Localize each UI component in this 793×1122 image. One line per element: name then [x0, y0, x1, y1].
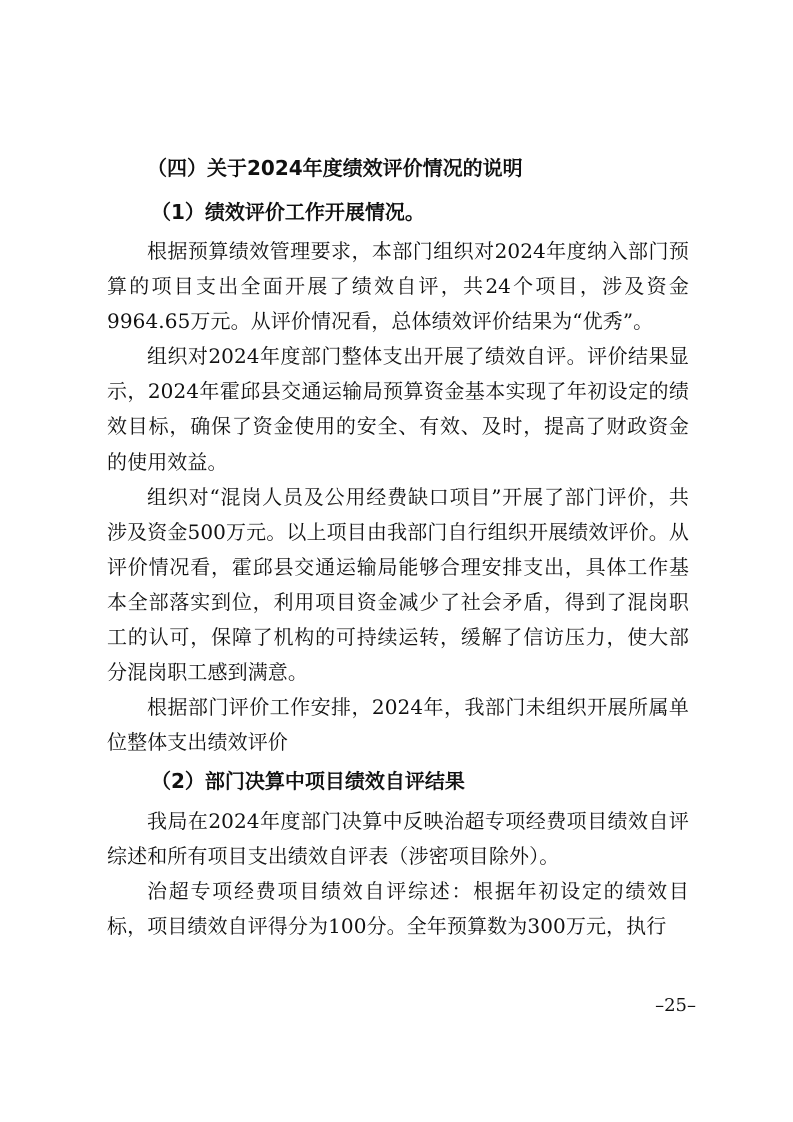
paragraph-overload-summary: 治超专项经费项目绩效自评综述：根据年初设定的绩效目标，项目绩效自评得分为100分。全年预算数为300万元，执行 [107, 879, 689, 939]
paragraph-subordinate-units: 根据部门评价工作安排，2024年，我部门未组织开展所属单位整体支出绩效评价 [107, 695, 689, 755]
page-number: –25– [655, 995, 696, 1016]
subheading-self-evaluation-results: （2）部门决算中项目绩效自评结果 [151, 769, 465, 794]
subheading-evaluation-work: （1）绩效评价工作开展情况。 [151, 199, 425, 224]
paragraph-project-self-evaluation: 根据预算绩效管理要求，本部门组织对2024年度纳入部门预算的项目支出全面开展了绩效自评，共24个项目，涉及资金9964.65万元。从评价情况看，总体绩效评价结果为“优秀”。 [107, 239, 689, 334]
paragraph-final-accounts: 我局在2024年度部门决算中反映治超专项经费项目绩效自评综述和所有项目支出绩效自评表（涉密项目除外）。 [107, 808, 689, 868]
paragraph-overall-expenditure-evaluation: 组织对2024年度部门整体支出开展了绩效自评。评价结果显示，2024年霍邱县交通运输局预算资金基本实现了年初设定的绩效目标，确保了资金使用的安全、有效、及时，提高了财政资金的使用效益。 [107, 344, 689, 474]
section-heading: （四）关于2024年度绩效评价情况的说明 [147, 156, 523, 180]
paragraph-department-evaluation: 组织对“混岗人员及公用经费缺口项目”开展了部门评价，共涉及资金500万元。以上项目由我部门自行组织开展绩效评价。从评价情况看，霍邱县交通运输局能够合理安排支出，具体工作基本全部落实到位，利用项目资金减少了社会矛盾，得到了混岗职工的认可，保障了机构的可持续运转，缓解了信访压力，使大部分混岗职工感到满意。 [107, 484, 689, 685]
page-content [107, 147, 689, 944]
